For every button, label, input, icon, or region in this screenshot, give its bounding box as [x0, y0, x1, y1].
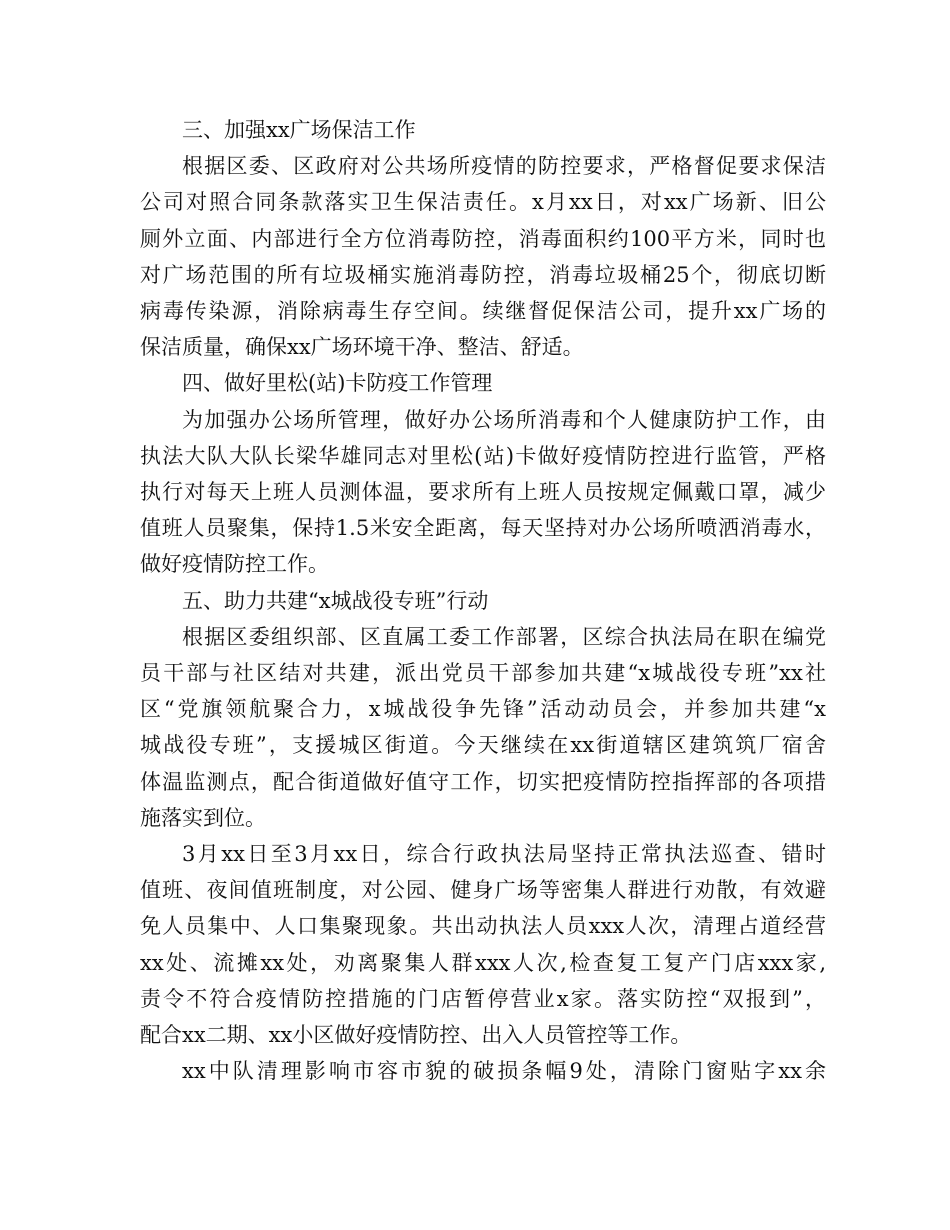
text-line: 对广场范围的所有垃圾桶实施消毒防控，消毒垃圾桶25个，彻底切断	[140, 262, 826, 287]
text-line: xx中队清理影响市容市貌的破损条幅9处，清除门窗贴字xx余	[182, 1059, 826, 1084]
text-line: 体温监测点，配合街道做好值守工作，切实把疫情防控指挥部的各项措	[140, 769, 826, 794]
text-line: 保洁质量，确保xx广场环境干净、整洁、舒适。	[140, 335, 584, 360]
text-line: 值班、夜间值班制度，对公园、健身广场等密集人群进行劝散，有效避	[140, 878, 826, 903]
text-line: 五、助力共建“x城战役专班”行动	[182, 588, 489, 613]
text-line: 为加强办公场所管理，做好办公场所消毒和个人健康防护工作，由	[182, 407, 826, 432]
text-line: 公司对照合同条款落实卫生保洁责任。x月xx日，对xx广场新、旧公	[140, 190, 826, 215]
text-line: 根据区委组织部、区直属工委工作部署，区综合执法局在职在编党	[182, 624, 826, 649]
text-line: 执法大队大队长梁华雄同志对里松(站)卡做好疫情防控进行监管，严格	[140, 443, 826, 468]
text-line: 责令不符合疫情防控措施的门店暂停营业x家。落实防控“双报到”，	[140, 986, 826, 1011]
text-line: 病毒传染源，消除病毒生存空间。续继督促保洁公司，提升xx广场的	[140, 299, 826, 323]
text-line: 区“党旗领航聚合力，x城战役争先锋”活动动员会，并参加共建“x	[140, 697, 826, 722]
text-line: 员干部与社区结对共建，派出党员干部参加共建“x城战役专班”xx社	[140, 661, 826, 685]
text-line: 四、做好里松(站)卡防疫工作管理	[182, 371, 493, 396]
text-line: 厕外立面、内部进行全方位消毒防控，消毒面积约100平方米，同时也	[140, 226, 826, 251]
text-line: 施落实到位。	[140, 805, 266, 830]
text-line: 城战役专班”，支援城区街道。今天继续在xx街道辖区建筑筑厂宿舍	[140, 733, 826, 758]
text-line: 值班人员聚集，保持1.5米安全距离，每天坚持对办公场所喷洒消毒水，	[140, 516, 826, 541]
text-line: xx处、流摊xx处，劝离聚集人群xxx人次,检查复工复产门店xxx家,	[140, 950, 826, 975]
text-line: 做好疫情防控工作。	[140, 552, 329, 577]
text-line: 免人员集中、人口集聚现象。共出动执法人员xxx人次，清理占道经营	[140, 914, 826, 939]
text-line: 根据区委、区政府对公共场所疫情的防控要求，严格督促要求保洁	[182, 154, 826, 179]
text-line: 三、加强xx广场保洁工作	[182, 118, 416, 142]
text-line: 配合xx二期、xx小区做好疫情防控、出入人员管控等工作。	[140, 1023, 692, 1047]
text-line: 执行对每天上班人员测体温，要求所有上班人员按规定佩戴口罩，减少	[140, 480, 826, 504]
text-line: 3月xx日至3月xx日，综合行政执法局坚持正常执法巡查、错时	[182, 842, 826, 866]
